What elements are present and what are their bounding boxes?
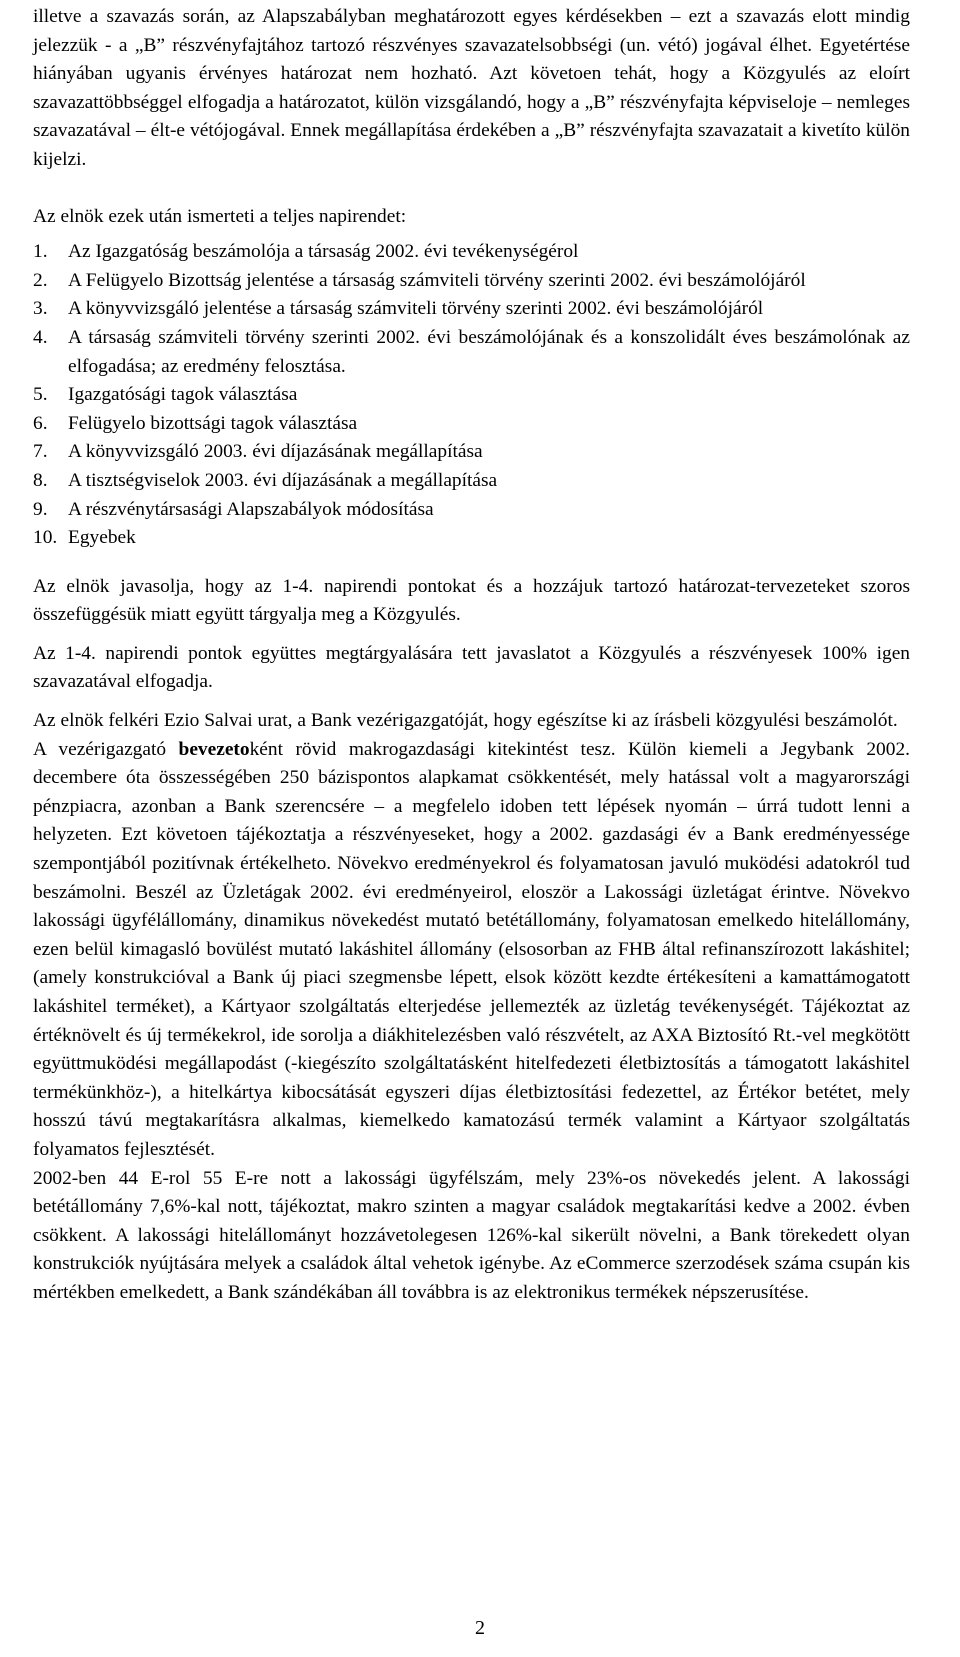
agenda-item xyxy=(33,238,910,267)
agenda-item-number: 9. xyxy=(33,498,48,520)
agenda-item-number: 2. xyxy=(33,269,48,291)
paragraph-ceo-invited: Az elnök felkéri Ezio Salvai urat, a Bank vezérigazgatóját, hogy egészítse ki az írásbeli közgyulési beszámolót. xyxy=(33,710,898,732)
agenda-item-text: A könyvvizsgáló 2003. évi díjazásának megállapítása xyxy=(68,441,483,463)
agenda-item-number: 3. xyxy=(33,298,48,320)
agenda-item-text: Igazgatósági tagok választása xyxy=(68,384,298,406)
agenda-item xyxy=(33,295,910,324)
agenda-item xyxy=(33,267,910,296)
paragraph-ceo-report xyxy=(33,736,910,1165)
agenda-item xyxy=(33,438,910,467)
agenda-item-text: A társaság számviteli törvény szerinti 2002. évi beszámolójának és a konszolidált éves beszámolónak az elfogadása; az eredmény felosztása. xyxy=(68,326,910,377)
agenda-item-text: A Felügyelo Bizottság jelentése a társaság számviteli törvény szerinti 2002. évi beszámolójáról xyxy=(68,269,806,291)
agenda-item xyxy=(33,410,910,439)
agenda-item xyxy=(33,524,910,553)
paragraph-proposal-accepted: Az 1-4. napirendi pontok együttes megtárgyalására tett javaslatot a Közgyulés a részvényesek 100% igen szavazatával elfogadja. xyxy=(33,642,910,693)
agenda-item xyxy=(33,381,910,410)
agenda-item-number: 6. xyxy=(33,412,48,434)
agenda-item-text: Felügyelo bizottsági tagok választása xyxy=(68,412,358,434)
agenda-item xyxy=(33,324,910,381)
paragraph-retail-figures: 2002-ben 44 E-rol 55 E-re nott a lakossági ügyfélszám, mely 23%-os növekedés jelent. A lakossági betétállomány 7,6%-kal nott, tájékoztat, makro szinten a magyar családok megtakarítási kedve a 2002. évben csökkent. A lakossági hitelállományt hozzávetolegesen 126%-kal sikerült növelni, a Bank törekedett olyan konstrukciók nyújtására melyek a családok által vehetok igénybe. Az eCommerce szerzodések száma csupán kis mértékben emelkedett, a Bank szándékában áll továbbra is az elektronikus termékek népszerusítése. xyxy=(33,1167,910,1303)
ceo-report-bold-word: bevezeto xyxy=(178,738,250,760)
agenda-item-text: A tisztségviselok 2003. évi díjazásának a megállapítása xyxy=(68,469,498,491)
agenda-list xyxy=(33,238,910,553)
paragraph-voting-veto: illetve a szavazás során, az Alapszabályban meghatározott egyes kérdésekben – ezt a szavazás elott mindig jelezzük - a „B” részvényfajtához tartozó részvényes szavazatelsobbségi (un. vétó) jogával élhet. Egyetértése hiányában ugyanis érvényes határozat nem hozható. Azt követoen tehát, hogy a Közgyulés az eloírt szavazattöbbséggel elfogadja a határozatot, külön vizsgálandó, hogy a „B” részvényfajta képviseloje – nemleges szavazatával – élt-e vétójogával. Ennek megállapítása érdekében a „B” részvényfajta szavazatait a kivetíto külön kijelzi. xyxy=(33,6,910,170)
agenda-item-text: Egyebek xyxy=(68,527,136,549)
agenda-item xyxy=(33,467,910,496)
agenda-item-text: A könyvvizsgáló jelentése a társaság számviteli törvény szerinti 2002. évi beszámolójáról xyxy=(68,298,764,320)
agenda-item-number: 1. xyxy=(33,241,48,263)
paragraph-agenda-intro: Az elnök ezek után ismerteti a teljes napirendet: xyxy=(33,205,407,227)
ceo-report-lead: A vezérigazgató xyxy=(33,738,179,760)
agenda-item-number: 5. xyxy=(33,384,48,406)
page-number: 2 xyxy=(475,1617,485,1639)
agenda-item-text: A részvénytársasági Alapszabályok módosítása xyxy=(68,498,434,520)
agenda-item-text: Az Igazgatóság beszámolója a társaság 2002. évi tevékenységérol xyxy=(68,241,579,263)
ceo-report-body: ként rövid makrogazdasági kitekintést tesz. Külön kiemeli a Jegybank 2002. decembere óta összességében 250 bázispontos alapkamat csökkentését, mely hatással volt a magyarországi pénzpiacra, azonban a Bank szerencsére – a megfelelo idoben tett lépések nyomán – úrrá tudott lenni a helyzeten. Ezt követoen tájékoztatja a részvényeseket, hogy a 2002. gazdasági év a Bank eredményessége szempontjából pozitívnak értékelheto. Növekvo eredményekrol és folyamatosan javuló muködési adatokról tud beszámolni. Beszél az Üzletágak 2002. évi eredményeirol, eloször a Lakossági üzletágat érintve. Növekvo lakossági ügyfélállomány, dinamikus növekedést mutató betétállomány, folyamatosan emelkedo hitelállomány, ezen belül kimagasló bovülést mutató lakáshitel állomány (elsosorban az FHB által refinanszírozott lakáshitel; (amely konstrukcióval a Bank új piaci szegmensbe lépett, elsok között kezdte értékesíteni a kamattámogatott lakáshitel terméket), a Kártyaor szolgáltatás elterjedése jellemezték az üzletág tevékenységét. Tájékoztat az értéknövelt és új termékekrol, ide sorolja a diákhitelezésben való részvételt, az AXA Biztosító Rt.-vel megkötött együttmuködési megállapodást (-kiegészíto szolgáltatásként hitelfedezeti életbiztosítás a támogatott lakáshitel termékünkhöz-), a hitelkártya kibocsátását egyszeri díjas életbiztosítási fedezettel, az Értékor betétet, mely hosszú távú megtakarításra alkalmas, kiemelkedo kamatozású termék valamint a Kártyaor szolgáltatás folyamatos fejlesztését. xyxy=(33,738,910,1160)
agenda-item-number: 8. xyxy=(33,469,48,491)
agenda-item-number: 4. xyxy=(33,326,48,348)
paragraph-chair-proposal: Az elnök javasolja, hogy az 1-4. napirendi pontokat és a hozzájuk tartozó határozat-tervezeteket szoros összefüggésük miatt együtt tárgyalja meg a Közgyulés. xyxy=(33,575,910,626)
agenda-item-number: 7. xyxy=(33,441,48,463)
agenda-item-number: 10. xyxy=(33,527,58,549)
agenda-item xyxy=(33,496,910,525)
